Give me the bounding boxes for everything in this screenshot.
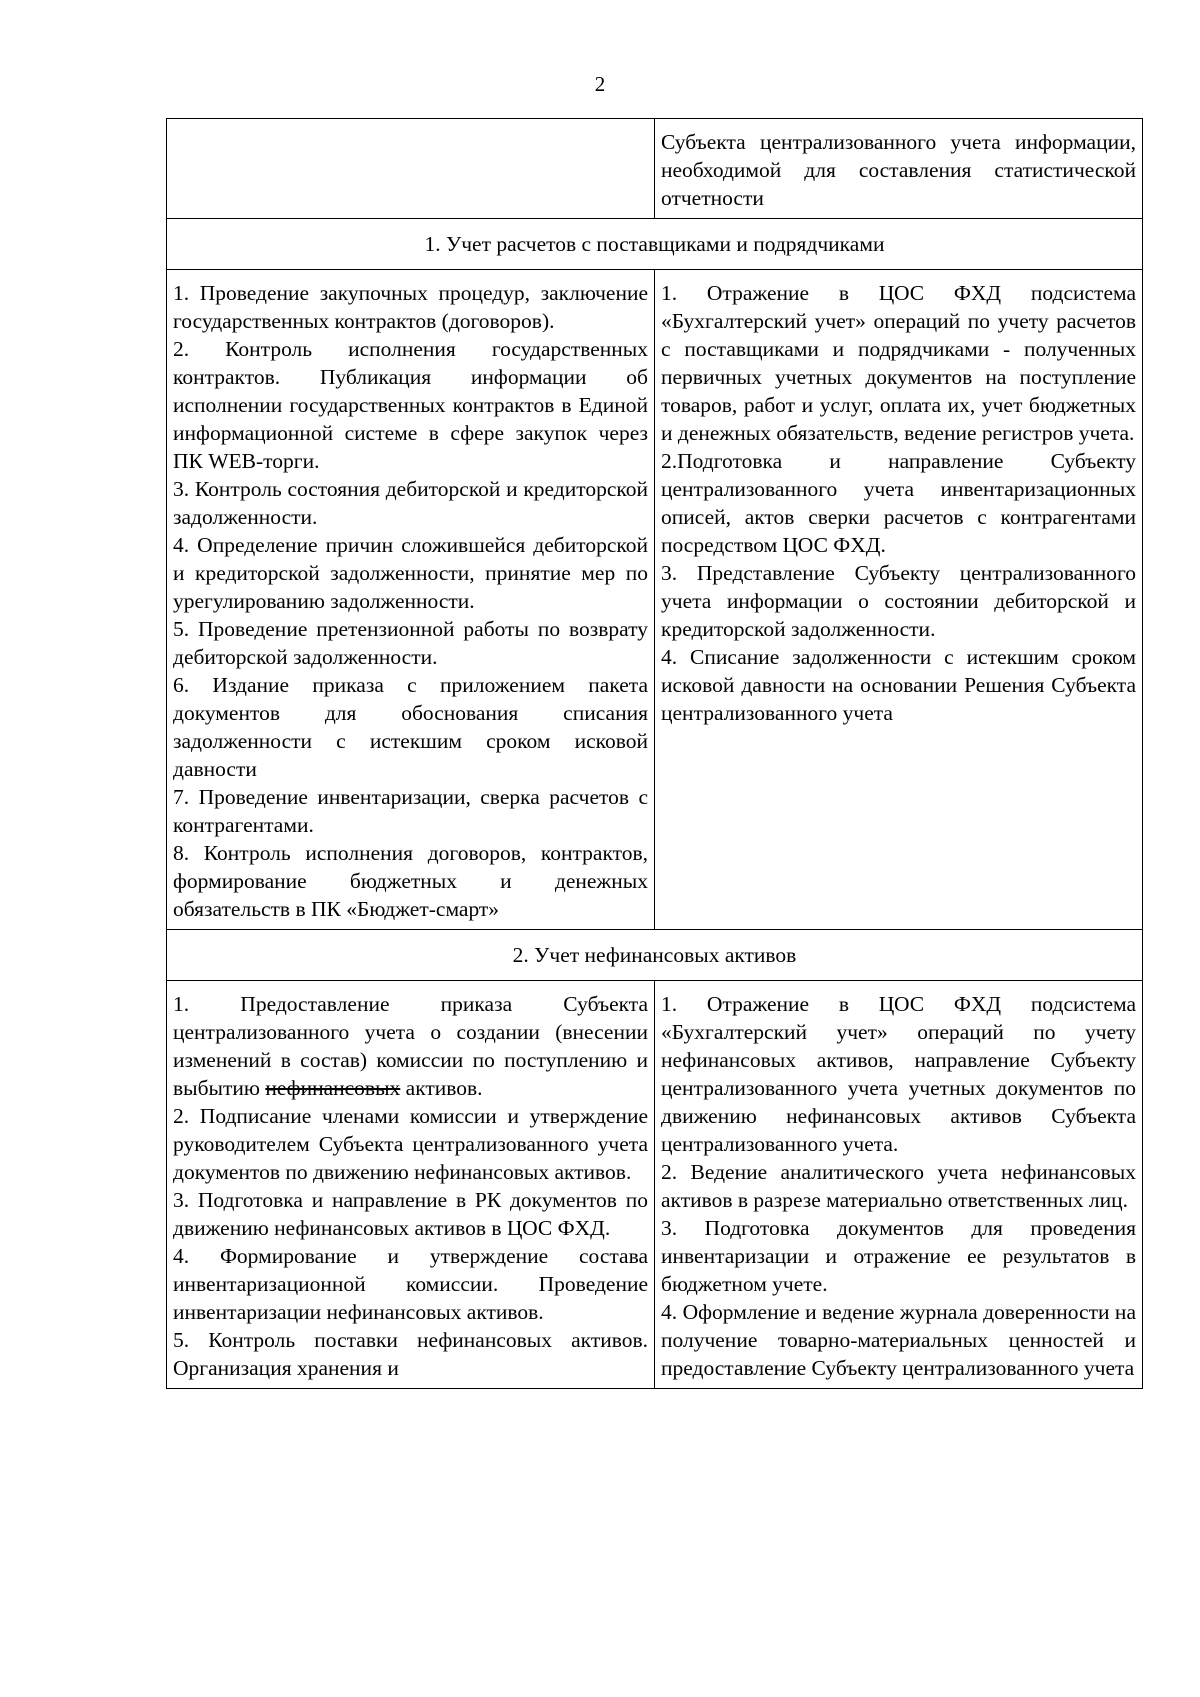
list-item: 5. Проведение претензионной работы по возврату дебиторской задолженности. (173, 617, 648, 669)
list-item: 3. Подготовка и направление в РК документов по движению нефинансовых активов в ЦОС ФХД. (173, 1188, 648, 1240)
list-item: 2.Подготовка и направление Субъекту централизованного учета инвентаризационных описей, актов сверки расчетов с контрагентами посредством ЦОС ФХД. (661, 449, 1136, 557)
list-item: 7. Проведение инвентаризации, сверка расчетов с контрагентами. (173, 785, 648, 837)
list-item (173, 990, 648, 1102)
struck-word: нефинансовых (265, 1076, 401, 1100)
list-item: 1. Проведение закупочных процедур, заключение государственных контрактов (договоров). (173, 281, 648, 333)
continuation-left-cell (167, 119, 655, 219)
section-1-title: 1. Учет расчетов с поставщиками и подрядчиками (167, 219, 1143, 270)
list-item: 2. Подписание членами комиссии и утверждение руководителем Субъекта централизованного учета документов по движению нефинансовых активов. (173, 1104, 648, 1184)
responsibility-table (166, 118, 1143, 1389)
table-row-continuation (167, 119, 1143, 219)
continuation-right-cell: Субъекта централизованного учета информации, необходимой для составления статистической отчетности (655, 119, 1143, 219)
list-item: 4. Оформление и ведение журнала доверенности на получение товарно-материальных ценностей и предоставление Субъекту централизованного учета (661, 1300, 1136, 1380)
section-header-row (167, 930, 1143, 981)
list-item: 4. Определение причин сложившейся дебиторской и кредиторской задолженности, принятие мер по урегулированию задолженности. (173, 533, 648, 613)
list-item: 4. Формирование и утверждение состава инвентаризационной комиссии. Проведение инвентаризации нефинансовых активов. (173, 1244, 648, 1324)
section-1-left-cell (167, 270, 655, 930)
list-item: 3. Контроль состояния дебиторской и кредиторской задолженности. (173, 477, 648, 529)
list-item: 2. Ведение аналитического учета нефинансовых активов в разрезе материально ответственных лиц. (661, 1160, 1136, 1212)
page-number: 2 (594, 72, 606, 96)
list-item: 3. Подготовка документов для проведения инвентаризации и отражение ее результатов в бюджетном учете. (661, 1216, 1136, 1296)
section-1-right-cell (655, 270, 1143, 930)
item-text: активов. (400, 1076, 483, 1100)
section-2-title: 2. Учет нефинансовых активов (167, 930, 1143, 981)
list-item: 4. Списание задолженности с истекшим сроком исковой давности на основании Решения Субъекта централизованного учета (661, 645, 1136, 725)
list-item: 6. Издание приказа с приложением пакета документов для обоснования списания задолженности с истекшим сроком исковой давности (173, 673, 648, 781)
item-text: 1. Предоставление приказа Субъекта централизованного учета о создании (внесении изменений в состав) комиссии по поступлению и выбытию (173, 992, 648, 1100)
list-item: 3. Представление Субъекту централизованного учета информации о состоянии дебиторской и кредиторской задолженности. (661, 561, 1136, 641)
list-item: 8. Контроль исполнения договоров, контрактов, формирование бюджетных и денежных обязательств в ПК «Бюджет-смарт» (173, 841, 648, 921)
table-row-section-1 (167, 270, 1143, 930)
section-2-right-cell (655, 981, 1143, 1389)
section-2-left-cell (167, 981, 655, 1389)
table-row-section-2 (167, 981, 1143, 1389)
list-item: 1. Отражение в ЦОС ФХД подсистема «Бухгалтерский учет» операций по учету расчетов с поставщиками и подрядчиками - полученных первичных учетных документов на поступление товаров, работ и услуг, оплата их, учет бюджетных и денежных обязательств, ведение регистров учета. (661, 281, 1136, 445)
list-item: 2. Контроль исполнения государственных контрактов. Публикация информации об исполнении государственных контрактов в Единой информационной системе в сфере закупок через ПК WEB-торги. (173, 337, 648, 473)
section-header-row (167, 219, 1143, 270)
list-item: 1. Отражение в ЦОС ФХД подсистема «Бухгалтерский учет» операций по учету нефинансовых активов, направление Субъекту централизованного учета учетных документов по движению нефинансовых активов Субъекта централизованного учета. (661, 992, 1136, 1156)
list-item: 5. Контроль поставки нефинансовых активов. Организация хранения и (173, 1328, 648, 1380)
